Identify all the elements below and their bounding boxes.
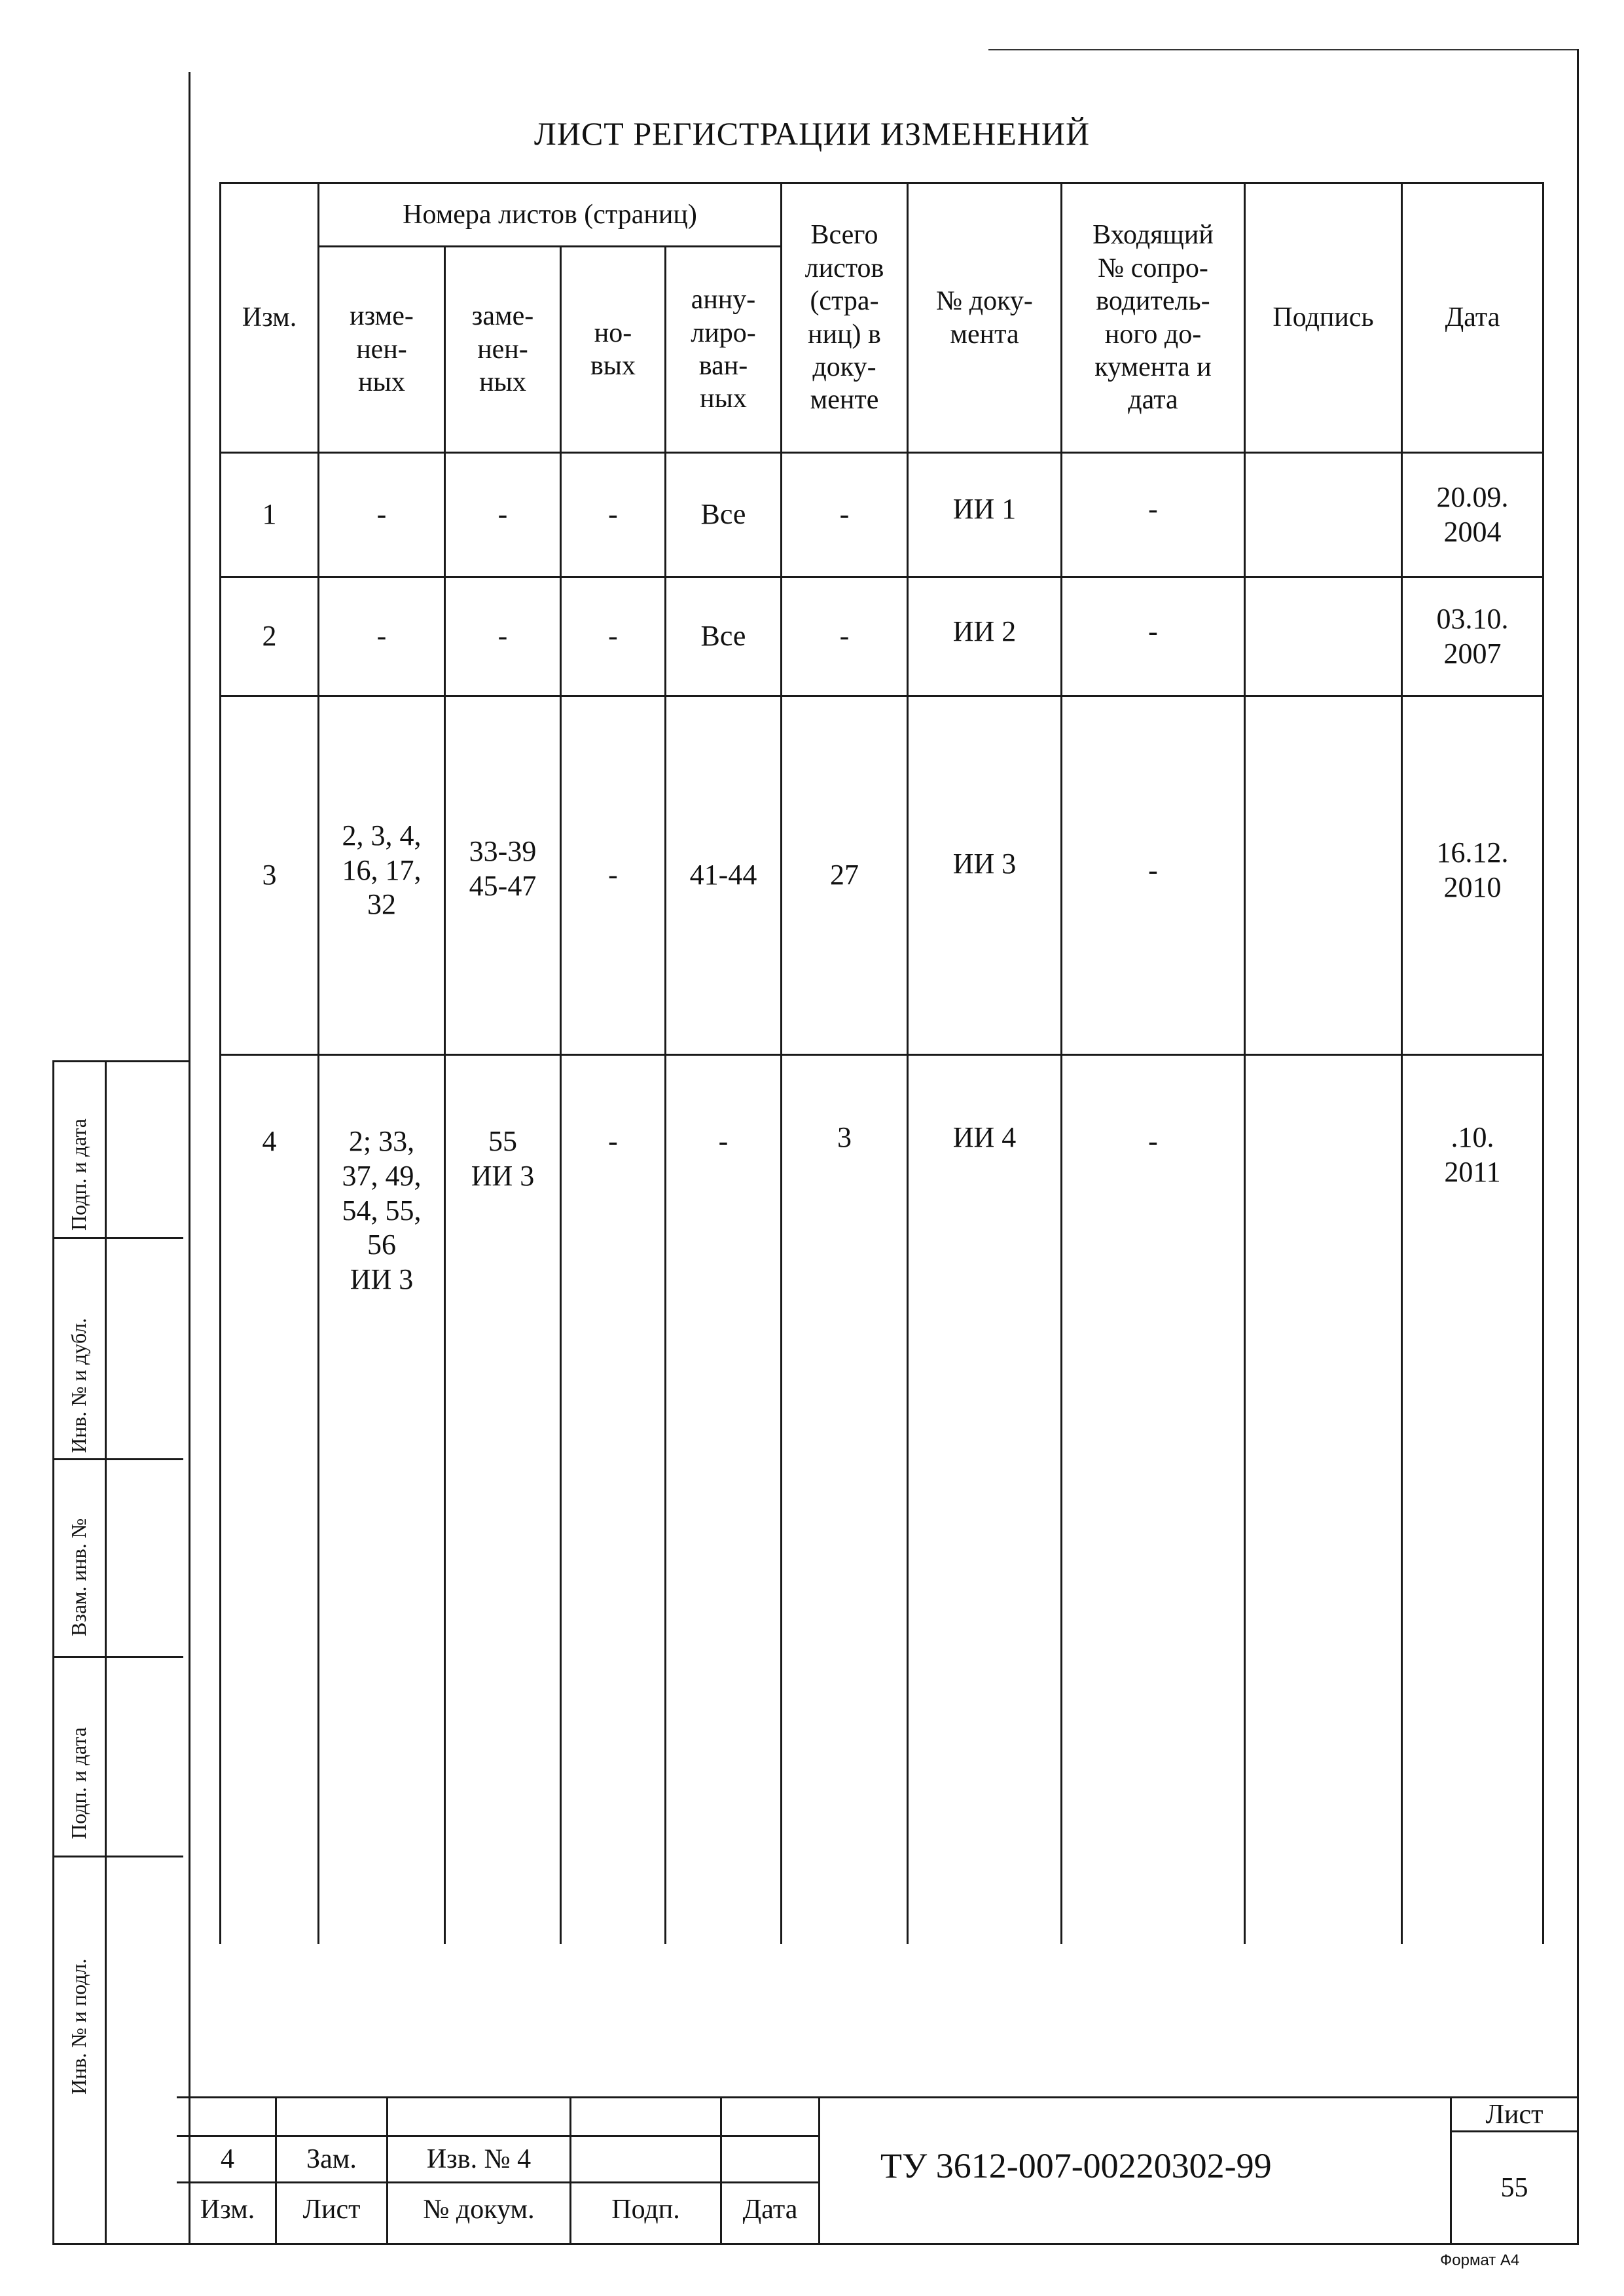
row-3-changed: 2, 3, 4, 16, 17, 32 — [342, 819, 422, 921]
side-label-sign-date-1: Подп. и дата — [67, 1119, 90, 1230]
row-3-izm: 3 — [262, 859, 277, 891]
format-label: Формат А4 — [1440, 2251, 1520, 2269]
side-strip-line-4 — [52, 1856, 183, 1857]
page-title: ЛИСТ РЕГИСТРАЦИИ ИЗМЕНЕНИЙ — [533, 115, 1091, 152]
row-3-annulled: 41-44 — [689, 859, 757, 891]
row-3-date: 16.12. 2010 — [1436, 836, 1509, 903]
frame-top-line — [988, 49, 1578, 50]
header-annulled: анну- лиро- ван- ных — [691, 285, 756, 414]
stamp-sheet-number: 55 — [1500, 2173, 1528, 2203]
col-line-10 — [1542, 182, 1544, 1944]
stamp-label-doc: № докум. — [423, 2195, 535, 2225]
row-1-izm: 1 — [262, 498, 277, 531]
header-new: но- вых — [590, 317, 636, 381]
header-incoming-doc: Входящий № сопро- водитель- ного до- кумента и дата — [1092, 220, 1214, 416]
stamp-row-list: Зам. — [306, 2144, 357, 2174]
row-4-signature — [1246, 1124, 1401, 1177]
row-3-replaced: 33-39 45-47 — [469, 834, 537, 902]
side-label-vzam-inv: Взам. инв. № — [67, 1518, 90, 1636]
header-changed: изме- нен- ных — [350, 301, 414, 398]
row-2-date: 03.10. 2007 — [1436, 602, 1509, 670]
row-4-doc-number: ИИ 4 — [952, 1121, 1017, 1153]
row-3-incoming: - — [1148, 853, 1158, 886]
row-2-replaced: - — [497, 620, 508, 653]
row-4-new: - — [608, 1125, 618, 1157]
row-1-date: 20.09. 2004 — [1436, 480, 1509, 548]
row-4-date: .10. 2011 — [1444, 1121, 1501, 1188]
stamp-label-date: Дата — [742, 2195, 798, 2225]
row-2-signature — [1246, 578, 1401, 695]
side-strip-line-3 — [52, 1656, 183, 1658]
header-signature: Подпись — [1272, 302, 1374, 333]
header-sheet-numbers: Номера листов (страниц) — [403, 199, 697, 230]
row-4-izm: 4 — [262, 1125, 277, 1157]
row-2-annulled: Все — [700, 620, 746, 653]
row-1-incoming: - — [1148, 492, 1158, 525]
row-3-doc-number: ИИ 3 — [952, 847, 1017, 880]
row-3-total: 27 — [830, 859, 859, 891]
stamp-row-doc: Изв. № 4 — [426, 2144, 532, 2174]
stamp-label-izm: Изм. — [200, 2195, 255, 2225]
row-1-signature — [1246, 454, 1401, 576]
row-1-total: - — [839, 498, 850, 531]
side-strip-top-line — [52, 1060, 190, 1062]
row-3-signature — [1246, 697, 1401, 1054]
row-2-new: - — [608, 620, 618, 653]
row-1-replaced: - — [497, 498, 508, 531]
frame-bottom-line — [52, 2243, 1579, 2245]
header-total-sheets: Всего листов (стра- ниц) в доку- менте — [804, 220, 884, 416]
row-4-annulled: - — [718, 1125, 729, 1157]
side-strip-line-2 — [52, 1458, 183, 1460]
stamp-label-sign: Подп. — [611, 2195, 680, 2225]
side-label-inv-podl: Инв. № и подл. — [67, 1958, 90, 2094]
side-label-sign-date-2: Подп. и дата — [67, 1727, 90, 1839]
row-1-annulled: Все — [700, 498, 746, 531]
row-3-bottom-line — [219, 1054, 1544, 1056]
row-4-incoming: - — [1148, 1125, 1158, 1157]
row-2-total: - — [839, 620, 850, 653]
stamp-sheet-label: Лист — [1485, 2099, 1543, 2130]
stamp-col-date — [818, 2096, 820, 2245]
row-4-replaced: 55 ИИ 3 — [471, 1125, 535, 1192]
header-doc-number: № доку- мента — [936, 286, 1033, 350]
row-1-doc-number: ИИ 1 — [952, 492, 1017, 525]
stamp-row-izm: 4 — [221, 2144, 234, 2174]
row-1-changed: - — [376, 498, 387, 531]
row-2-changed: - — [376, 620, 387, 653]
frame-left-line — [189, 72, 190, 2245]
side-strip-line-1 — [52, 1237, 183, 1239]
row-2-izm: 2 — [262, 620, 277, 653]
stamp-label-list: Лист — [302, 2195, 361, 2225]
frame-right-line — [1577, 49, 1579, 2245]
row-1-new: - — [608, 498, 618, 531]
row-2-incoming: - — [1148, 615, 1158, 648]
document-code: ТУ 3612-007-00220302-99 — [880, 2146, 1272, 2185]
row-4-changed: 2; 33, 37, 49, 54, 55, 56 ИИ 3 — [342, 1125, 422, 1296]
header-izm: Изм. — [242, 302, 297, 333]
row-2-doc-number: ИИ 2 — [952, 615, 1017, 648]
row-4-total: 3 — [837, 1121, 852, 1153]
row-3-new: - — [608, 859, 618, 891]
side-label-inv-dubl: Инв. № и дубл. — [67, 1318, 90, 1453]
header-date: Дата — [1445, 302, 1500, 333]
header-replaced: заме- нен- ных — [471, 301, 534, 398]
